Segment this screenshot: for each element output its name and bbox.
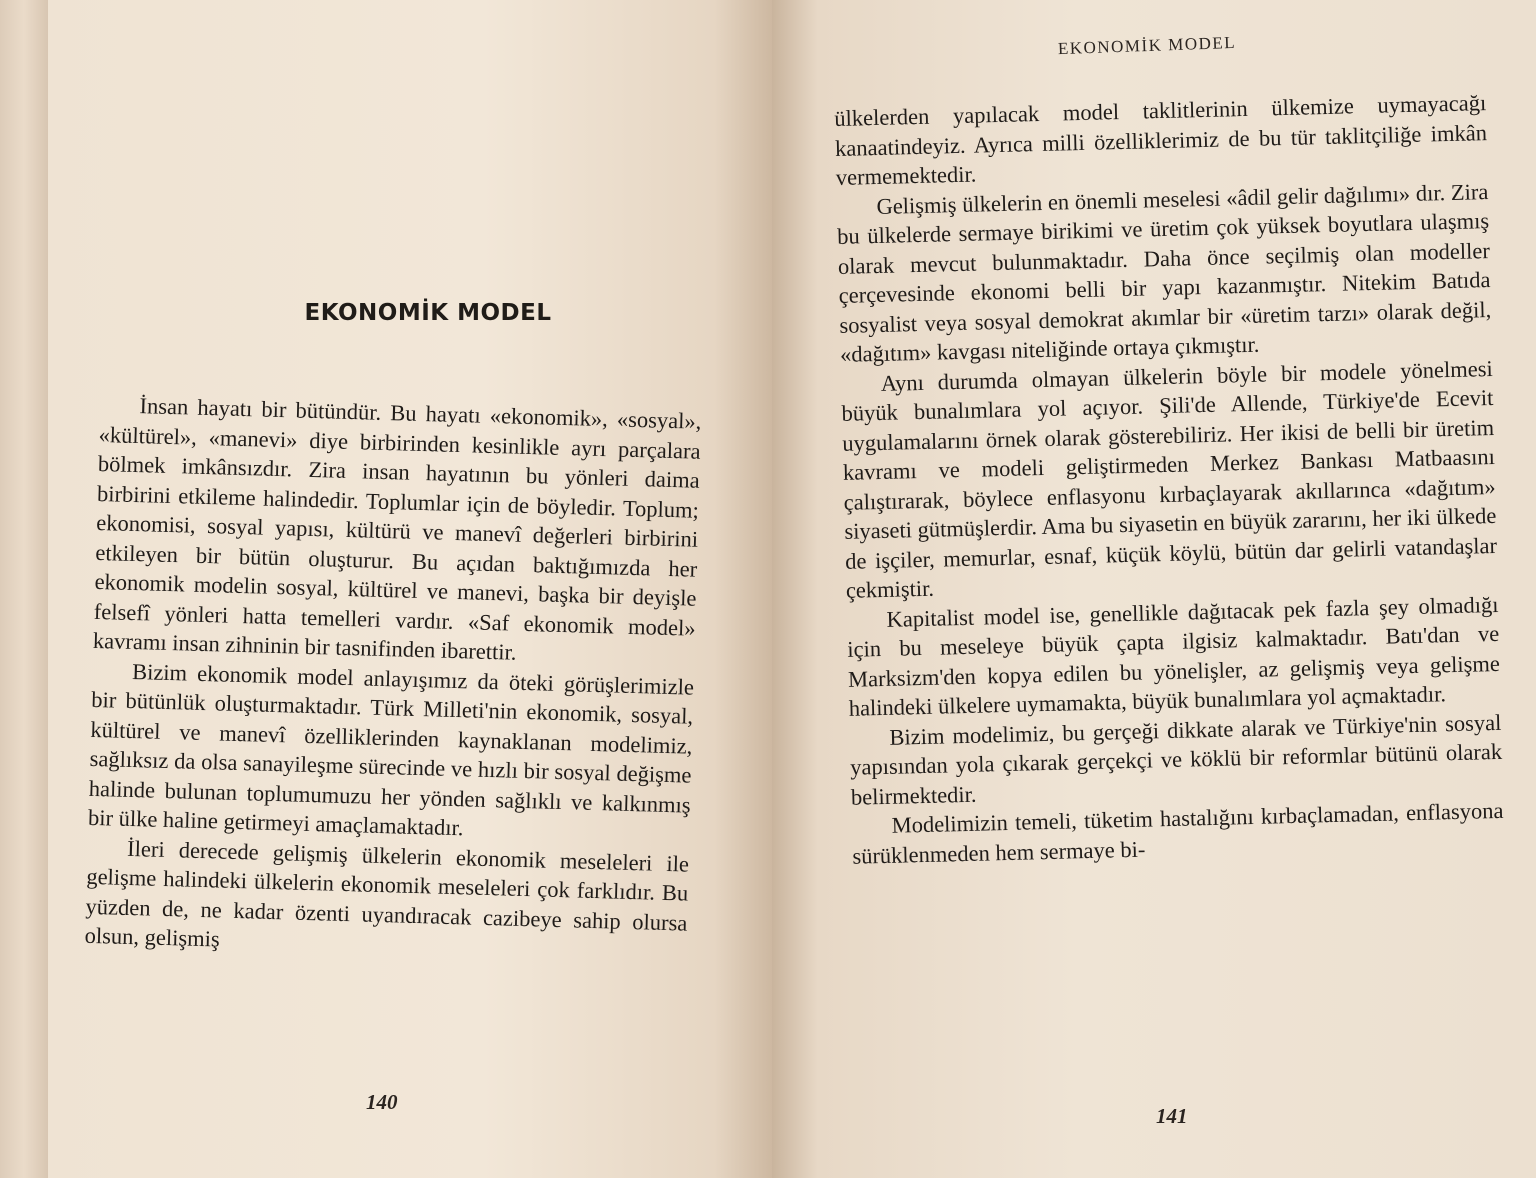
page-number-left: 140 — [366, 1090, 398, 1114]
paragraph: Kapitalist model ise, genellikle dağıtacak pek fazla şey olmadığı için bu meseleye büyük çapta ilgisiz kalmaktadır. Batı'dan ve Marksizm'den kopya edilen bu yönelişler, az gelişmiş veya gelişme halindeki ülkelere uymamakta, büyük bunalımlara yol açmaktadır. — [847, 591, 1501, 721]
right-page — [772, 0, 1536, 1178]
running-head: EKONOMİK MODEL — [1057, 32, 1237, 59]
paragraph: Gelişmiş ülkelerin en önemli meselesi «âdil gelir dağılımı» dır. Zira bu ülkelerde sermaye birikimi ve üretim çok yüksek boyutlara ulaşmış olarak mevcut bulunmaktadır. Daha önce seçilmiş olan modeller çerçevesinde ekonomi belli bir yapı kazanmıştır. Nitekim Batıda sosyalist veya sosyal demokrat akımlar bir «üretim tarzı» olarak değil, «dağıtım» kavgası niteliğinde ortaya çıkmıştır. — [836, 178, 1492, 367]
paragraph: Modelimizin temeli, tüketim hastalığını kırbaçlamadan, enflasyona sürüklenmeden hem sermaye bi- — [852, 797, 1504, 869]
left-page — [48, 0, 772, 1178]
page-title: EKONOMİK MODEL — [304, 300, 552, 326]
paragraph: Bizim modelimiz, bu gerçeği dikkate alarak ve Türkiye'nin sosyal yapısından yola çıkarak gerçekçi ve köklü bir reformlar bütünü olarak belirmektedir. — [849, 709, 1503, 810]
page-number-right: 141 — [1156, 1104, 1188, 1128]
paragraph: İnsan hayatı bir bütündür. Bu hayatı «ekonomik», «sosyal», «kültürel», «manevi» diye birbirinden kesinlikle ayrı parçalara bölmek imkânsızdır. Zira insan hayatının bu yönleri daima birbirini etkileme halindedir. Toplumlar için de böyledir. Toplum; ekonomisi, sosyal yapısı, kültürü ve manevî değerleri birbirini etkileyen bir bütün oluşturur. Bu açıdan baktığımızda her ekonomik modelin sosyal, kültürel ve manevi, başka bir deyişle felsefî yönleri hatta temelleri vardır. «Saf ekonomik model» kavramı insan zihninin bir tasnifinden ibarettir. — [92, 393, 702, 665]
paragraph: Bizim ekonomik model anlayışımız da öteki görüşlerimizle bir bütünlük oluşturmaktadır. Türk Milleti'nin ekonomik, sosyal, kültürel ve manevî özelliklerinden kaynaklanan modelimiz, sağlıksız da olsa sanayileşme sürecinde ve hızlı bir sosyal değişme halinde bulunan toplumumuzu her yönden sağlıklı ve kalkınmış bir ülke haline getirmeyi amaçlamaktadır. — [87, 658, 695, 841]
paragraph: İleri derecede gelişmiş ülkelerin ekonomik meseleleri ile gelişme halindeki ülkelerin ekonomik meseleleri çok farklıdır. Bu yüzden de, ne kadar özenti uyandıracak cazibeye sahip olursa olsun, gelişmiş — [84, 835, 690, 952]
paragraph: ülkelerden yapılacak model taklitlerinin ülkemize uymayacağı kanaatindeyiz. Ayrıca milli özelliklerimiz de bu tür taklitçiliğe imkân vermemektedir. — [834, 90, 1488, 190]
left-body-text — [84, 390, 701, 967]
paragraph: Aynı durumda olmayan ülkelerin böyle bir modele yönelmesi büyük bunalımlara yol açıyor. Şili'de Allende, Türkiye'de Ecevit uygulamalarını örnek olarak gösterebiliriz. Her ikisi de belli bir üretim kavramı ve modeli geliştirmeden Merkez Bankası Matbaasını çalıştırarak, böylece enflasyonu kırbaçlayarak akıllarınca «dağıtım» siyaseti gütmüşlerdir. Ama bu siyasetin en büyük zararını, her iki ülkede de işçiler, memurlar, esnaf, küçük köylü, bütün dar gelirli vatandaşlar çekmiştir. — [841, 355, 1498, 603]
right-body-text — [834, 88, 1505, 871]
book-page-edges — [0, 0, 48, 1178]
